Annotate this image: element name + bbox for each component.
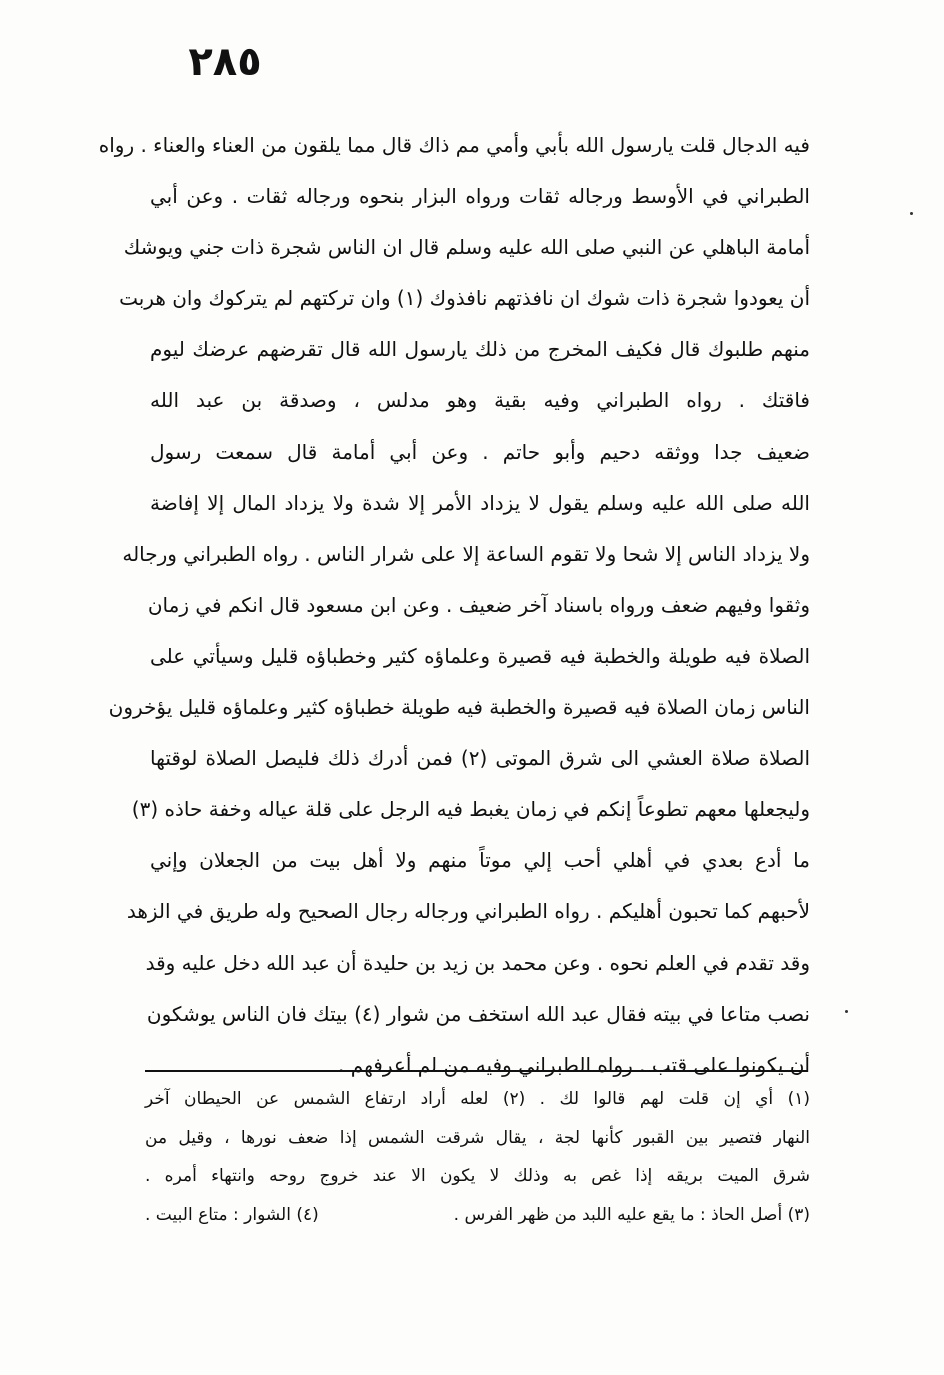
page-number: ٢٨٥ xyxy=(188,39,262,85)
scan-speck xyxy=(910,212,913,215)
text-line: وقد تقدم في العلم نحوه . وعن محمد بن زيد بن حليدة أن عبد الله دخل عليه وقد xyxy=(145,950,810,975)
footnotes-block xyxy=(145,1080,810,1234)
footnote-3: (٣) أصل الحاذ : ما يقع عليه اللبد من ظهر الفرس . xyxy=(453,1204,810,1225)
text-line: أمامة الباهلي عن النبي صلى الله عليه وسلم قال ان الناس شجرة ذات جني ويوشك xyxy=(123,235,810,260)
text-line: الله صلى الله عليه وسلم يقول لا يزداد الأمر إلا شدة ولا يزداد المال إلا إفاضة xyxy=(150,490,810,515)
footnote-separator xyxy=(145,1070,808,1072)
text-line: وثقوا وفيهم ضعف ورواه باسناد آخر ضعيف . وعن ابن مسعود قال انكم في زمان xyxy=(147,592,810,617)
text-line: وليجعلها معهم تطوعاً إنكم في زمان يغبط فيه الرجل على قلة عياله وخفة حاذه (٣) xyxy=(131,797,810,822)
main-text-block xyxy=(98,120,811,1091)
footnote-line: (١) أي إن قلت لهم قالوا لك . (٢) لعله أراد ارتفاع الشمس عن الحيطان آخر xyxy=(145,1089,810,1109)
footnote-4: (٤) الشوار : متاع البيت . xyxy=(145,1204,319,1225)
text-line: منهم طلبوك قال فكيف المخرج من ذلك يارسول الله قال تقرضهم عرضك ليوم xyxy=(150,337,810,362)
text-line: الناس زمان الصلاة فيه قصيرة والخطبة فيه طويلة خطباؤه كثير وعلماؤه قليل يؤخرون xyxy=(108,695,810,720)
text-line: أن يكونوا على قتب . رواه الطبراني وفيه من لم أعرفهم . xyxy=(338,1052,810,1077)
scan-speck xyxy=(845,1010,848,1013)
footnote-line: شرق الميت بريقه إذا غص به وذلك لا يكون الا عند خروج روحه وانتهاء أمره . xyxy=(145,1166,810,1186)
text-line: ما أدع بعدي في أهلي أحب إلي موتاً منهم ولا أهل بيت من الجعلان وإني xyxy=(150,848,810,873)
text-line: نصب متاعا في بيته فقال عبد الله استخف من شوار (٤) بيتك فان الناس يوشكون xyxy=(146,1001,810,1026)
text-line: الطبراني في الأوسط ورجاله ثقات ورواه البزار بنحوه ورجاله ثقات . وعن أبي xyxy=(150,184,810,209)
text-line: أن يعودوا شجرة ذات شوك ان نافذتهم نافذوك (١) وان تركتهم لم يتركوك وان هربت xyxy=(119,286,810,311)
text-line: ضعيف جدا ووثقه دحيم وأبو حاتم . وعن أبي أمامة قال سمعت رسول xyxy=(150,439,810,464)
text-line: لأحبهم كما تحبون أهليكم . رواه الطبراني ورجاله رجال الصحيح وله طريق في الزهد xyxy=(126,899,810,924)
text-line: ولا يزداد الناس إلا شحا ولا تقوم الساعة إلا على شرار الناس . رواه الطبراني ورجاله xyxy=(122,541,810,566)
footnote-line xyxy=(145,1196,810,1235)
text-line: فيه الدجال قلت يارسول الله بأبي وأمي مم ذاك قال مما يلقون من العناء والعناء . رواه xyxy=(98,133,810,157)
footnote-line: النهار فتصير بين القبور كأنها لجة ، يقال شرقت الشمس إذا ضعف نورها ، وقيل من xyxy=(145,1127,810,1148)
text-line: الصلاة صلاة العشي الى شرق الموتى (٢) فمن أدرك ذلك فليصل الصلاة لوقتها xyxy=(150,746,811,771)
text-line: فاقتك . رواه الطبراني وفيه بقية وهو مدلس ، وصدقة بن عبد الله xyxy=(150,388,810,413)
text-line: الصلاة فيه طويلة والخطبة فيه قصيرة وعلماؤه كثير وخطباؤه قليل وسيأتي على xyxy=(150,643,810,668)
